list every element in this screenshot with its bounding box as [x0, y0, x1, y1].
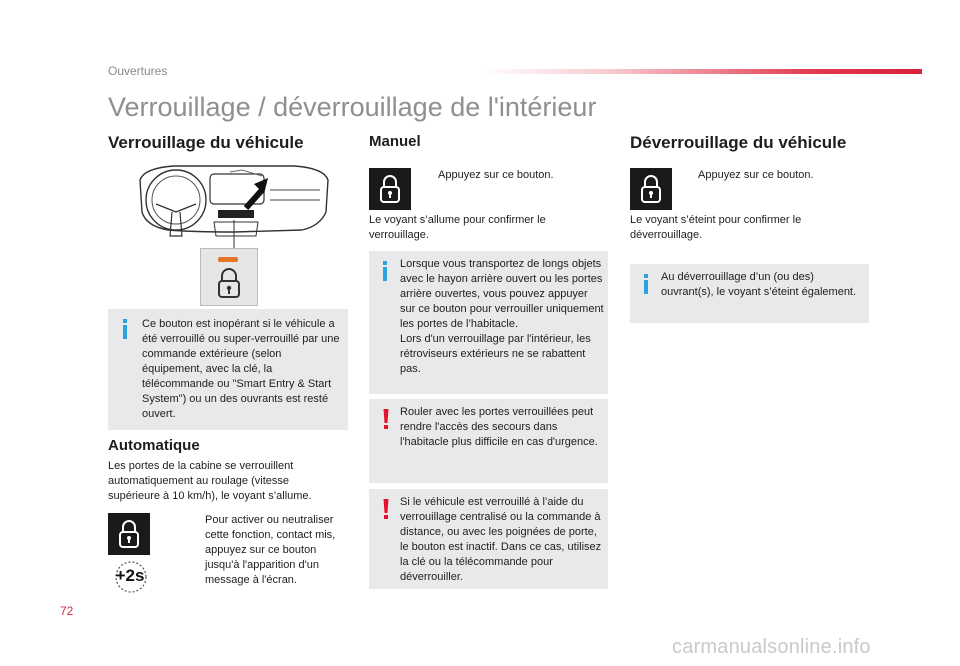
info-text: Au déverrouillage d’un (ou des) ouvrant(s), le voyant s’éteint également. — [661, 271, 857, 298]
automatic-text: Les portes de la cabine se verrouillent automatiquement au roulage (vitesse supérieure à 10 km/h), le voyant s’allume. — [108, 460, 312, 502]
lock-icon — [215, 267, 243, 304]
unlock-bullet-text: Appuyez sur ce bouton. — [698, 169, 814, 181]
lock-button-icon — [108, 513, 150, 555]
heading-manual: Manuel — [369, 133, 421, 150]
info-text: Lorsque vous transportez de longs objets avec le hayon arrière ouvert ou les portes arrière ouvertes, vous pouvez appuyer sur ce bouton pour verrouiller uniquement les portes de l’habitacle. Lors d'un verrouillage par l'intérieur, les rétroviseurs extérieurs ne se rabattent pas. — [400, 258, 604, 375]
heading-unlock-vehicle: Déverrouillage du véhicule — [630, 133, 847, 152]
warning-text: Si le véhicule est verrouillé à l’aide du verrouillage centralisé ou la commande à distance, ou avec les poignées de porte, le bouton est inactif. Dans ce cas, utilisez la clé ou la télécommande pour déverrouiller. — [400, 496, 602, 583]
info-text: Ce bouton est inopérant si le véhicule a été verrouillé ou super-verrouillé par une commande extérieure (selon équipement, avec la clé, la télécommande ou "Smart Entry & Start System") ou un des ouvrants est resté ouvert. — [142, 318, 340, 420]
info-box-inactive-button — [108, 309, 348, 430]
warning-box-inactive — [369, 489, 608, 589]
indicator-light — [218, 257, 238, 262]
info-box-long-objects — [369, 251, 608, 394]
info-icon — [380, 261, 390, 286]
info-box-unlock — [630, 264, 869, 323]
lock-button-closeup — [200, 248, 258, 306]
warning-box-emergency — [369, 399, 608, 483]
page-number: 72 — [60, 604, 74, 618]
lock-button-icon — [369, 168, 411, 210]
timer-label: +2s — [115, 566, 145, 585]
warning-icon — [381, 499, 391, 526]
info-icon — [120, 319, 130, 344]
warning-icon — [381, 409, 391, 436]
warning-text: Rouler avec les portes verrouillées peut rendre l'accès des secours dans l'habitacle plus difficile en cas d'urgence. — [400, 406, 598, 448]
timer-icon — [110, 559, 150, 595]
heading-automatic: Automatique — [108, 437, 200, 454]
automatic-bullet-text: Pour activer ou neutraliser cette fonction, contact mis, appuyez sur ce bouton jusqu'à l'apparition d'un message à l'écran. — [205, 514, 336, 586]
section-label: Ouvertures — [108, 64, 168, 78]
manual-bullet-text: Appuyez sur ce bouton. — [438, 169, 554, 181]
watermark: carmanualsonline.info — [672, 636, 871, 658]
info-icon — [641, 274, 651, 299]
dashboard-illustration — [134, 160, 334, 250]
heading-lock-vehicle: Verrouillage du véhicule — [108, 133, 304, 152]
manual-text: Le voyant s’allume pour confirmer le verrouillage. — [369, 214, 546, 241]
page-title: Verrouillage / déverrouillage de l'intérieur — [108, 92, 597, 122]
unlock-text: Le voyant s’éteint pour confirmer le déverrouillage. — [630, 214, 802, 241]
lock-button-icon — [630, 168, 672, 210]
header-accent-bar — [480, 69, 922, 74]
